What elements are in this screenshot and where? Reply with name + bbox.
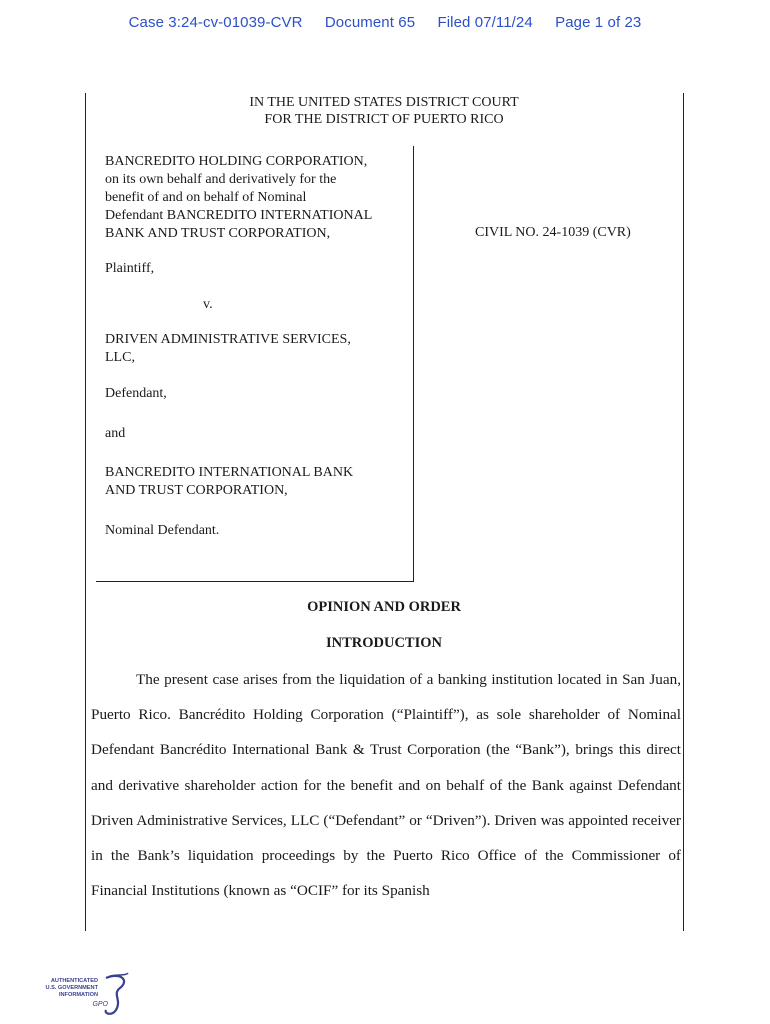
body-paragraph: The present case arises from the liquidation of a banking institution located in San Juan, Puerto Rico. Bancrédito Holding Corporation (“Plaintiff”), as sole shareholder of Nominal Defendant Bancrédito International Bank & Trust Corporation (the “Bank”), brings this direct and derivative shareholder action for the benefit and on behalf of the Bank against Defendant Driven Administrative Services, LLC (“Defendant” or “Driven”). Driven was appointed receiver in the Bank’s liquidation proceedings by the Puerto Rico Office of the Commissioner of Financial Institutions (known as “OCIF” for its Spanish (91, 671, 681, 900)
case-number: Case 3:24-cv-01039-CVR (128, 14, 303, 31)
nominal-name-2: AND TRUST CORPORATION, (105, 483, 288, 498)
plaintiff-desc-3: Defendant BANCREDITO INTERNATIONAL (105, 208, 373, 223)
defendant-name-2: LLC, (105, 350, 135, 365)
left-margin-rule (85, 93, 86, 931)
plaintiff-name: BANCREDITO HOLDING CORPORATION, (105, 154, 368, 169)
logo-line-3: INFORMATION (58, 992, 98, 998)
caption-vertical-rule (413, 146, 414, 582)
defendant-role: Defendant, (105, 386, 167, 401)
versus: v. (203, 297, 213, 312)
court-line-1: IN THE UNITED STATES DISTRICT COURT (249, 95, 519, 110)
civil-number: CIVIL NO. 24-1039 (CVR) (475, 225, 631, 240)
page-indicator: Page 1 of 23 (555, 14, 642, 31)
plaintiff-desc-2: benefit of and on behalf of Nominal (105, 190, 307, 205)
and-connector: and (105, 426, 126, 441)
court-line-2: FOR THE DISTRICT OF PUERTO RICO (264, 112, 504, 127)
plaintiff-role: Plaintiff, (105, 261, 155, 276)
defendant-name-1: DRIVEN ADMINISTRATIVE SERVICES, (105, 332, 351, 347)
gpo-authentication-logo (40, 970, 132, 1018)
caption-horizontal-rule (96, 581, 414, 582)
court-title (85, 94, 683, 128)
eagle-emblem-icon (106, 976, 124, 1014)
plaintiff-desc-4: BANK AND TRUST CORPORATION, (105, 226, 331, 241)
nominal-role: Nominal Defendant. (105, 523, 220, 538)
section-heading: INTRODUCTION (325, 635, 442, 651)
case-caption (105, 153, 410, 540)
document-number: Document 65 (324, 14, 416, 31)
right-margin-rule (683, 93, 684, 931)
filed-date: Filed 07/11/24 (437, 14, 533, 31)
logo-line-2: U.S. GOVERNMENT (45, 985, 98, 991)
plaintiff-desc-1: on its own behalf and derivatively for the (105, 172, 337, 187)
nominal-name-1: BANCREDITO INTERNATIONAL BANK (105, 465, 354, 480)
logo-mark: GPO (92, 1001, 108, 1008)
eagle-wing-icon (110, 973, 128, 976)
case-header-stamp (0, 14, 770, 31)
opinion-title: OPINION AND ORDER (307, 599, 461, 615)
logo-line-1: AUTHENTICATED (50, 978, 98, 984)
